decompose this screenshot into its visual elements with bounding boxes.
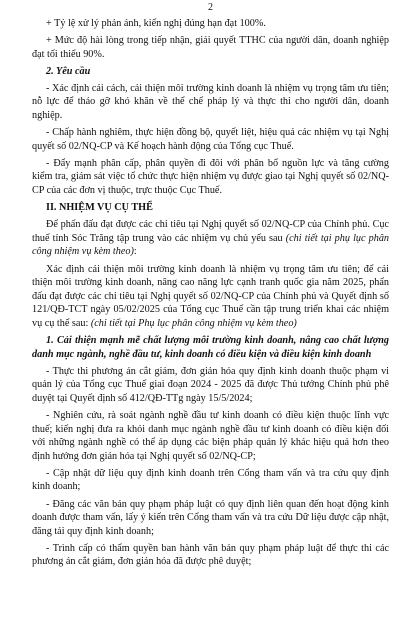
paragraph-task-3: - Cập nhật dữ liệu quy định kinh doanh trên Cổng tham vấn và tra cứu quy định kinh doanh; (32, 467, 389, 493)
paragraph-intro-tasks (32, 218, 389, 259)
intro-italic-note: (chi tiết tại phụ lục phân công nhiệm vụ kèm theo) (32, 232, 390, 258)
paragraph-specific-tasks (32, 263, 389, 331)
heading-section-ii: II. NHIỆM VỤ CỤ THỂ (46, 202, 153, 214)
paragraph-target-feedback: + Tỷ lệ xử lý phản ánh, kiến nghị đúng hạn đạt 100%. (46, 18, 266, 29)
paragraph-requirement-3: - Đẩy mạnh phân cấp, phân quyền đi đôi với phân bổ nguồn lực và tăng cường kiểm tra, giám sát việc tổ chức thực hiện nhiệm vụ được giao tại Nghị quyết số 02/NQ-CP của các đơn vị thuộc, trực thuộc Cục Thuế. (32, 157, 389, 197)
heading-item-1: 1. Cải thiện mạnh mẽ chất lượng môi trường kinh doanh, nâng cao chất lượng danh mục ngành, nghề đầu tư, kinh doanh có điều kiện và điều kiện kinh doanh (32, 334, 389, 360)
specific-tasks-italic-note: (chi tiết tại Phụ lục phân công nhiệm vụ kèm theo) (90, 317, 297, 329)
paragraph-task-5: - Trình cấp có thẩm quyền ban hành văn bản quy phạm pháp luật để thực thi các phương án cắt giảm, đơn giản hóa đã được phê duyệt; (32, 542, 389, 568)
paragraph-task-4: - Đăng các văn bản quy phạm pháp luật có quy định liên quan đến hoạt động kinh doanh được tham vấn, lấy ý kiến trên Cổng tham vấn và tra cứu Dữ liệu được cập nhật, đăng tải quy định kinh doanh; (32, 498, 389, 537)
intro-text: Để phấn đấu đạt được các chỉ tiêu tại Nghị quyết số 02/NQ-CP của Chính phủ. Cục thuế tỉnh Sóc Trăng tập trung vào các nhiệm vụ chủ yếu sau (32, 219, 389, 244)
paragraph-target-satisfaction: + Mức độ hài lòng trong tiếp nhận, giải quyết TTHC của người dân, doanh nghiệp đạt tối thiểu 90%. (32, 35, 389, 60)
paragraph-requirement-2: - Chấp hành nghiêm, thực hiện đồng bộ, quyết liệt, hiệu quả các nhiệm vụ tại Nghị quyết số 02/NQ-CP và Kế hoạch hành động của Tổng cục Thuế. (32, 127, 389, 152)
specific-tasks-text: Xác định cải thiện môi trường kinh doanh là nhiệm vụ trọng tâm ưu tiên; để cải thiện môi trường kinh doanh, nâng cao năng lực cạnh tranh quốc gia năm 2025, phấn đấu đạt được các chỉ tiêu tại Nghị quyết số 02/NQ-CP của Chính phủ và Quyết định số 121/QĐ-TCT ngày 05/02/2025 của Tổng cục Thuế cần tập trung triển khai các nhiệm vụ cụ thể sau: (32, 263, 389, 329)
page-number: 2 (208, 2, 213, 13)
intro-end: : (133, 246, 137, 258)
paragraph-requirement-1: - Xác định cải cách, cải thiện môi trường kinh doanh là nhiệm vụ trọng tâm ưu tiên; nỗ lực để tháo gỡ khó khăn về thể chế pháp lý và thực thi cho người dân, doanh nghiệp. (32, 82, 389, 122)
heading-requirements: 2. Yêu cầu (46, 65, 91, 77)
paragraph-task-2: - Nghiên cứu, rà soát ngành nghề đầu tư kinh doanh có điều kiện thuộc lĩnh vực thuế; kiến nghị đưa ra khỏi danh mục ngành nghề đầu tư kinh doanh có điều kiện đối với những ngành nghề có thể áp dụng các biện pháp quản lý khác hiệu quả hơn theo định hướng đơn giản hóa tại Nghị quyết số 02/NQ-CP; (32, 409, 389, 462)
paragraph-task-1: - Thực thi phương án cắt giảm, đơn giản hóa quy định kinh doanh thuộc phạm vi quản lý của Tổng cục Thuế giai đoạn 2024 - 2025 đã được Thủ tướng Chính phủ phê duyệt tại Quyết định số 412/QĐ-TTg ngày 15/5/2024; (32, 365, 389, 404)
